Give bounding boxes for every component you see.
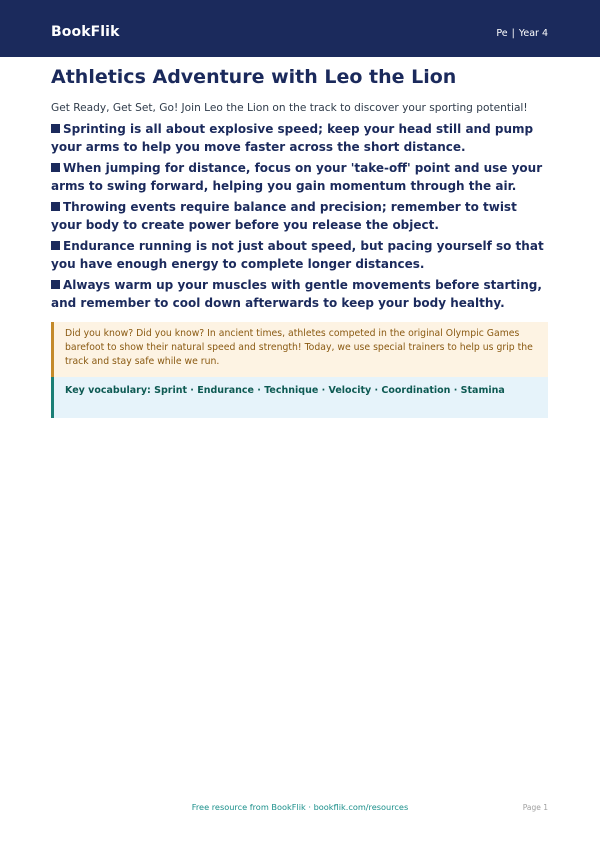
key-vocabulary-box — [51, 377, 548, 418]
page-header — [0, 0, 600, 57]
footer-credit[interactable]: Free resource from BookFlik · bookflik.com/resources — [191, 802, 409, 812]
list-item-text: Sprinting is all about explosive speed; keep your head still and pump your arms to help you move faster across the short distance. — [51, 122, 534, 154]
list-item-text: When jumping for distance, focus on your 'take-off' point and use your arms to swing forward, helping you gain momentum through the air. — [51, 161, 543, 193]
square-bullet-icon — [51, 280, 60, 289]
list-item-text: Throwing events require balance and precision; remember to twist your body to create power before you release the object. — [51, 200, 517, 232]
brand-logo-text[interactable]: BookFlik — [51, 24, 120, 40]
list-item-text: Endurance running is not just about speed, but pacing yourself so that you have enough energy to complete longer distances. — [51, 239, 544, 271]
vocab-text: Key vocabulary: Sprint · Endurance · Technique · Velocity · Coordination · Stamina — [65, 385, 505, 396]
list-item — [51, 277, 548, 312]
list-item-text: Always warm up your muscles with gentle movements before starting, and remember to cool down afterwards to keep your body healthy. — [51, 278, 542, 310]
fact-text: Did you know? Did you know? In ancient times, athletes competed in the original Olympic Games barefoot to show their natural speed and strength! Today, we use special trainers to help us grip the track and stay safe while we run. — [65, 328, 533, 367]
subject-label: Pe — [496, 28, 508, 39]
square-bullet-icon — [51, 241, 60, 250]
year-label: Year 4 — [518, 28, 548, 39]
intro-text: Get Ready, Get Set, Go! Join Leo the Lion on the track to discover your sporting potential! — [51, 102, 528, 114]
list-item — [51, 121, 548, 156]
square-bullet-icon — [51, 124, 60, 133]
tips-list — [51, 121, 548, 312]
square-bullet-icon — [51, 202, 60, 211]
square-bullet-icon — [51, 163, 60, 172]
list-item — [51, 199, 548, 234]
page-meta — [496, 27, 548, 41]
page-number: Page 1 — [522, 803, 548, 812]
meta-separator: | — [511, 28, 515, 39]
did-you-know-box — [51, 322, 548, 377]
page-title: Athletics Adventure with Leo the Lion — [51, 66, 457, 88]
list-item — [51, 238, 548, 273]
list-item — [51, 160, 548, 195]
worksheet-content — [51, 64, 548, 418]
